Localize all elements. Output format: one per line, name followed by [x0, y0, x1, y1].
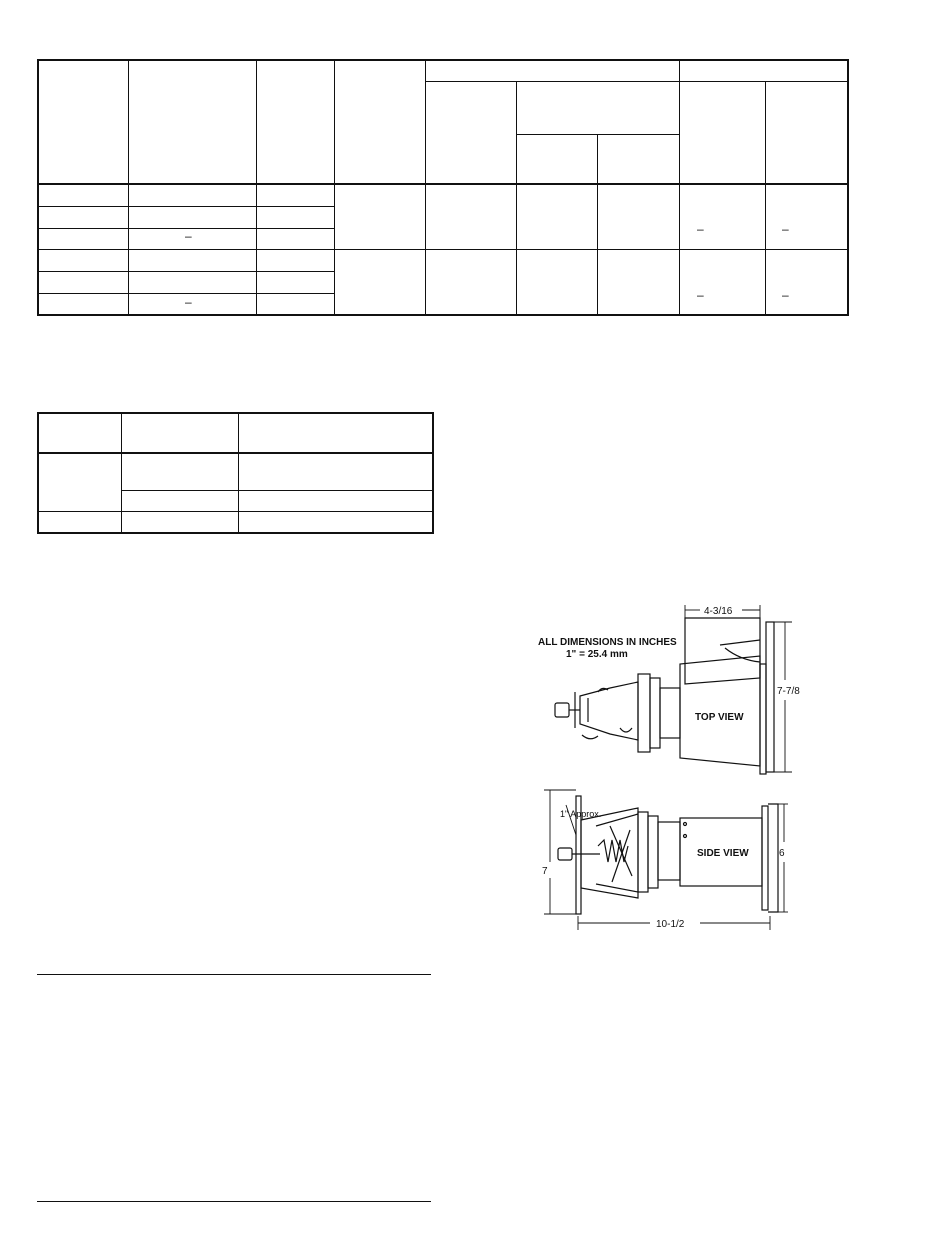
table-cell-dash: – [782, 288, 789, 302]
dimension-drawing [520, 600, 820, 935]
section-rule-2 [37, 1201, 431, 1202]
table-border-right [847, 59, 849, 316]
dim-side-right-height: 6 [779, 848, 785, 859]
row-line-1 [37, 206, 335, 207]
table-header-divider [37, 183, 849, 185]
table-cell-dash: – [697, 222, 704, 236]
table2-row-line-1 [121, 490, 434, 491]
col-line-2 [256, 59, 257, 316]
top-view-label: TOP VIEW [695, 712, 744, 723]
table2-border-bottom [37, 532, 434, 534]
dim-approx: 1" Approx. [560, 809, 602, 819]
dim-top-width: 4-3/16 [704, 606, 733, 617]
col-line-1 [128, 59, 129, 316]
side-view-label: SIDE VIEW [697, 848, 749, 859]
dimension-note-line2: 1" = 25.4 mm [566, 649, 628, 660]
col-line-5 [516, 81, 517, 316]
dim-top-height: 7-7/8 [777, 686, 800, 697]
table2-header-divider [37, 452, 434, 454]
col-line-7 [679, 59, 680, 316]
dimension-note-line1: ALL DIMENSIONS IN INCHES [538, 637, 677, 648]
dim-side-left-height: 7 [542, 866, 548, 877]
table2-col-line-2 [238, 412, 239, 534]
table2-row-line-2 [37, 511, 434, 512]
header-subline-1 [425, 81, 849, 82]
table-border-left [37, 59, 39, 316]
table-cell-dash: – [185, 295, 192, 309]
col-line-6 [597, 134, 598, 316]
section-rule-1 [37, 974, 431, 975]
table2-border-top [37, 412, 434, 414]
table-cell-dash: – [782, 222, 789, 236]
table2-border-right [432, 412, 434, 534]
table2-border-left [37, 412, 39, 534]
row-line-4 [37, 271, 335, 272]
actuator-drawing-svg [520, 600, 820, 935]
col-line-3 [334, 59, 335, 316]
row-group-divider [37, 249, 849, 250]
table2-col-line-1 [121, 412, 122, 534]
table-cell-dash: – [185, 229, 192, 243]
table-cell-dash: – [697, 288, 704, 302]
col-line-4 [425, 59, 426, 316]
col-line-8 [765, 81, 766, 316]
table-border-bottom [37, 314, 849, 316]
table-border-top [37, 59, 849, 61]
dim-overall-length: 10-1/2 [656, 919, 685, 930]
row-line-5 [37, 293, 335, 294]
